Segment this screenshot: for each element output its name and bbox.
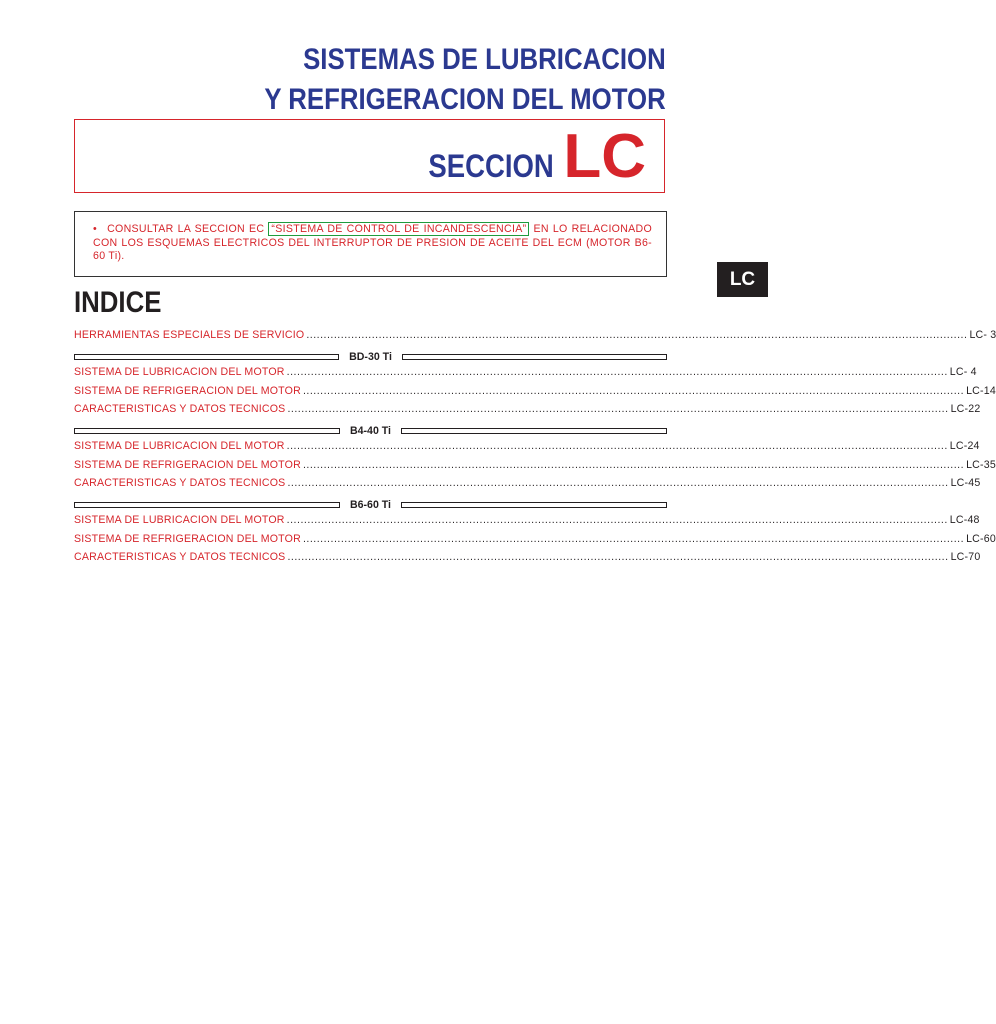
toc-leader-dots: ................................................................................................................................................................................................: [287, 403, 949, 415]
section-box: [74, 119, 665, 193]
toc-leader-dots: ................................................................................................................................................................................................: [287, 477, 949, 489]
indice-heading: INDICE: [74, 286, 162, 319]
toc-entry-page: LC-45: [950, 477, 981, 489]
engine-group-header: [74, 496, 667, 515]
divider: [74, 502, 340, 508]
toc-entry[interactable]: [74, 329, 996, 348]
note-box: [74, 211, 667, 277]
toc-entry-label: SISTEMA DE REFRIGERACION DEL MOTOR: [74, 532, 301, 545]
toc-entry-label: CARACTERISTICAS Y DATOS TECNICOS: [74, 551, 286, 563]
engine-group-header: [74, 422, 667, 441]
toc-entry[interactable]: [74, 514, 980, 533]
toc-leader-dots: ................................................................................................................................................................................................: [306, 329, 968, 341]
table-of-contents: [74, 329, 996, 570]
note-text-before: CONSULTAR LA SECCION EC: [107, 223, 265, 235]
divider: [401, 502, 667, 508]
toc-leader-dots: ................................................................................................................................................................................................: [286, 440, 948, 452]
engine-group-header: [74, 348, 667, 367]
toc-entry-label: CARACTERISTICAS Y DATOS TECNICOS: [74, 403, 286, 415]
toc-entry[interactable]: [74, 532, 996, 552]
toc-entry-page: LC-70: [950, 551, 981, 563]
title-line-1: SISTEMAS DE LUBRICACION: [303, 43, 666, 76]
toc-entry-page: LC-60: [966, 532, 996, 545]
toc-leader-dots: ................................................................................................................................................................................................: [287, 551, 949, 563]
title-line-2: Y REFRIGERACION DEL MOTOR: [264, 83, 666, 116]
toc-entry[interactable]: [74, 551, 981, 570]
toc-entry-label: CARACTERISTICAS Y DATOS TECNICOS: [74, 477, 286, 489]
toc-leader-dots: ................................................................................................................................................................................................: [302, 458, 965, 471]
toc-entry-page: LC-24: [949, 440, 980, 452]
toc-entry-page: LC- 3: [969, 329, 996, 341]
toc-entry-page: LC-22: [950, 403, 981, 415]
toc-entry-label: SISTEMA DE LUBRICACION DEL MOTOR: [74, 440, 285, 452]
toc-entry-label: HERRAMIENTAS ESPECIALES DE SERVICIO: [74, 329, 305, 341]
toc-entry[interactable]: [74, 440, 980, 459]
toc-entry[interactable]: [74, 458, 996, 478]
note-text: [93, 223, 652, 264]
note-section-link[interactable]: “SISTEMA DE CONTROL DE INCANDESCENCIA”: [268, 222, 529, 236]
engine-label: B4-40 Ti: [349, 424, 392, 437]
toc-entry[interactable]: [74, 366, 977, 385]
toc-entry-page: LC- 4: [949, 366, 977, 378]
toc-entry-label: SISTEMA DE REFRIGERACION DEL MOTOR: [74, 458, 301, 471]
divider: [401, 428, 667, 434]
toc-entry[interactable]: [74, 403, 981, 422]
toc-entry-page: LC-35: [966, 458, 996, 471]
toc-entry-label: SISTEMA DE LUBRICACION DEL MOTOR: [74, 514, 285, 526]
toc-leader-dots: ................................................................................................................................................................................................: [302, 384, 965, 397]
engine-label: BD-30 Ti: [349, 350, 392, 363]
toc-entry[interactable]: [74, 477, 981, 496]
note-text-after: EN LO RELACIONADO CON LOS ESQUEMAS ELECTRICOS DEL INTERRUPTOR DE PRESION DE ACEITE DEL ECM (MOTOR B6-60 Ti).: [93, 223, 653, 262]
section-heading: [408, 122, 646, 191]
toc-entry-page: LC-14: [966, 384, 996, 397]
toc-leader-dots: ................................................................................................................................................................................................: [302, 532, 965, 545]
engine-label: B6-60 Ti: [349, 498, 392, 511]
section-word: SECCION: [427, 148, 554, 184]
page-title: [265, 40, 666, 120]
toc-leader-dots: ................................................................................................................................................................................................: [286, 366, 948, 378]
divider: [74, 428, 340, 434]
bullet-icon: •: [93, 223, 98, 235]
divider: [74, 354, 339, 360]
toc-entry[interactable]: [74, 384, 996, 404]
section-side-tab[interactable]: LC: [717, 262, 768, 297]
toc-entry-label: SISTEMA DE LUBRICACION DEL MOTOR: [74, 366, 285, 378]
toc-entry-label: SISTEMA DE REFRIGERACION DEL MOTOR: [74, 384, 301, 397]
divider: [402, 354, 667, 360]
toc-leader-dots: ................................................................................................................................................................................................: [286, 514, 948, 526]
toc-entry-page: LC-48: [949, 514, 980, 526]
section-code: LC: [563, 122, 646, 191]
